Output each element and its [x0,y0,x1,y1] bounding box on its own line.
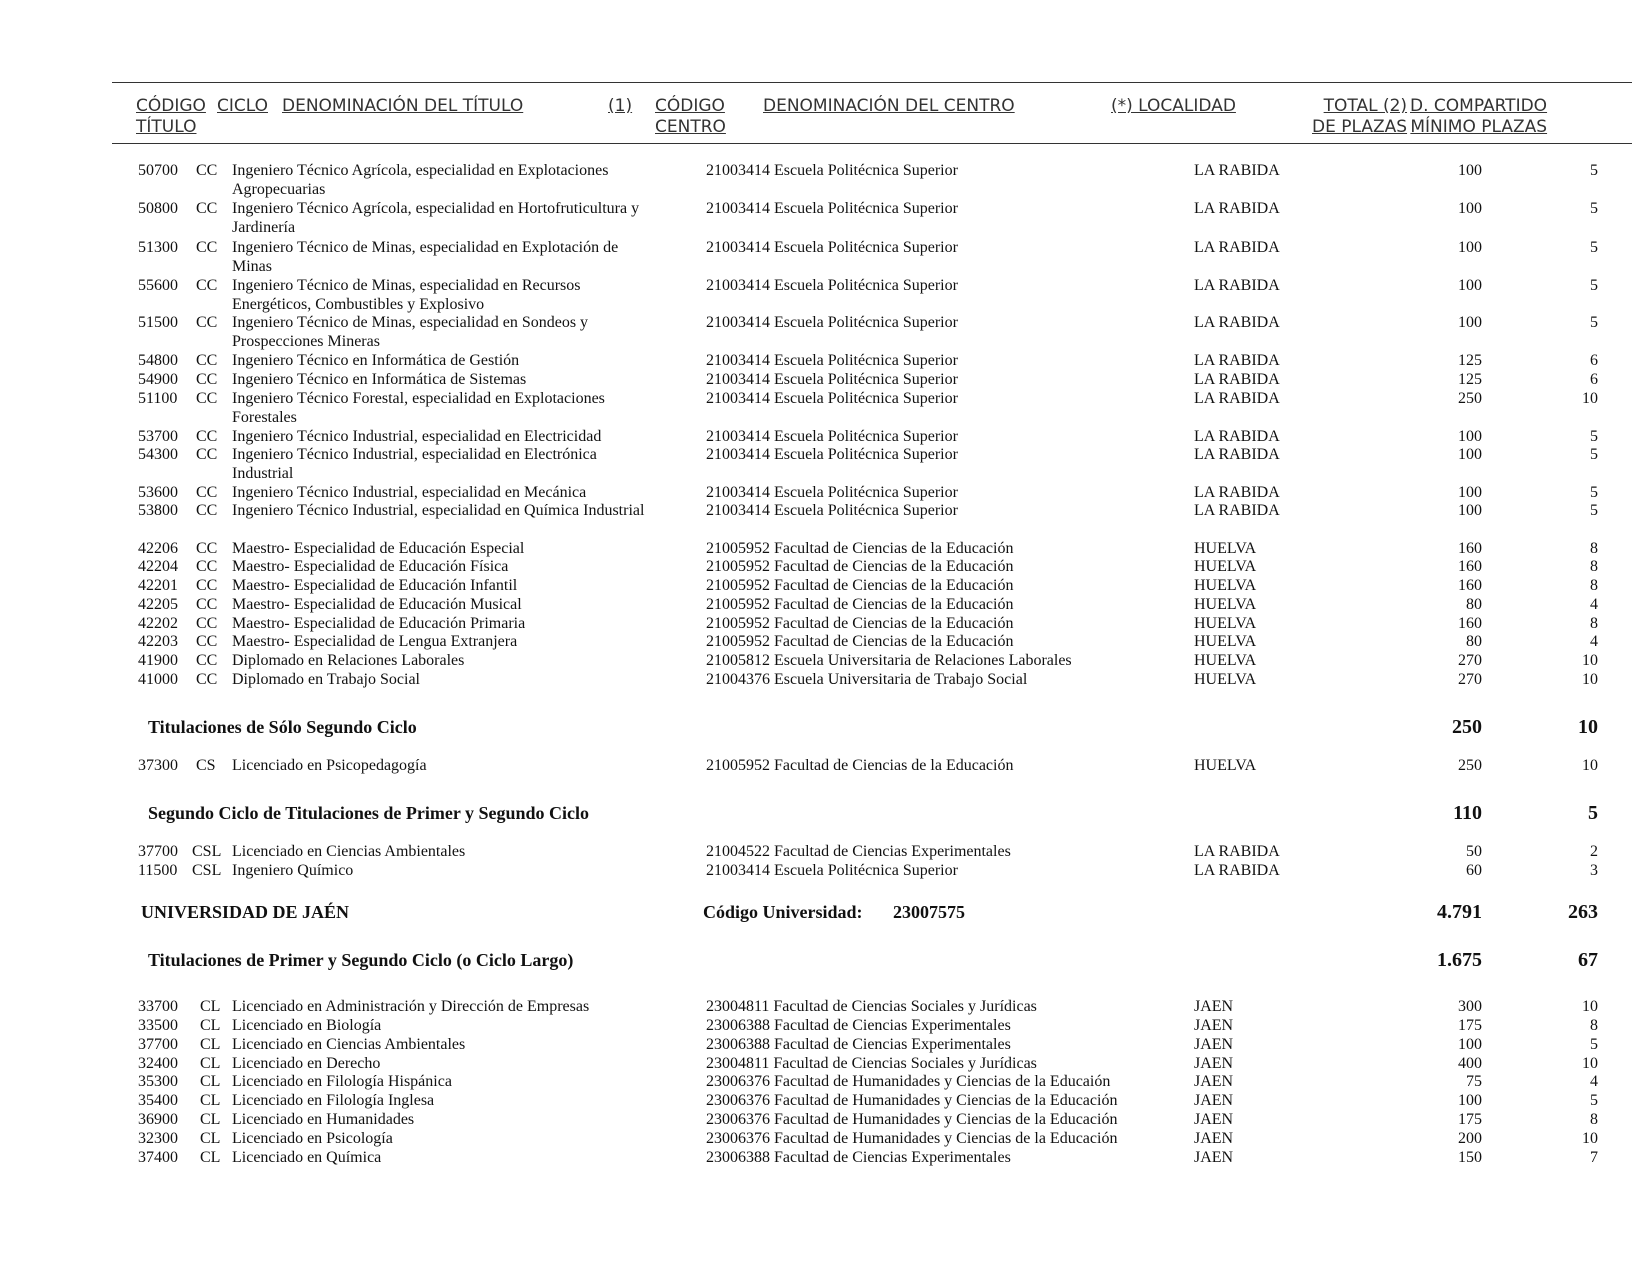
centro: 21005952 Facultad de Ciencias de la Educación [706,596,1014,613]
codigo-titulo: 42201 [138,577,178,594]
total-plazas: 100 [1458,162,1482,179]
centro: 21005812 Escuela Universitaria de Relaciones Laborales [706,652,1072,669]
total-plazas: 100 [1458,1036,1482,1053]
denominacion-titulo: Maestro- Especialidad de Educación Especial [232,540,525,557]
ciclo: CL [200,1130,221,1147]
denominacion-titulo: Licenciado en Humanidades [232,1111,415,1128]
centro: 23006388 Facultad de Ciencias Experimentales [706,1036,1011,1053]
localidad: JAEN [1194,1055,1234,1072]
codigo-titulo: 37400 [138,1149,178,1166]
ciclo: CC [196,162,218,179]
total-plazas: 125 [1458,352,1482,369]
centro: 21003414 Escuela Politécnica Superior [706,277,958,294]
total-plazas: 80 [1466,596,1482,613]
ciclo: CC [196,671,218,688]
centro: 21005952 Facultad de Ciencias de la Educación [706,540,1014,557]
codigo-titulo: 53600 [138,484,178,501]
header-rule [112,143,1632,144]
denominacion-titulo: Diplomado en Trabajo Social [232,671,420,688]
minimo-plazas: 4 [1590,596,1598,613]
minimo-plazas: 6 [1590,352,1598,369]
codigo-titulo: 41900 [138,652,178,669]
minimo-plazas: 10 [1582,998,1598,1015]
codigo-titulo: 54800 [138,352,178,369]
minimo-plazas: 7 [1590,1149,1598,1166]
minimo-plazas: 8 [1590,1111,1598,1128]
ciclo: CC [196,596,218,613]
centro: 21003414 Escuela Politécnica Superior [706,502,958,519]
denominacion-titulo: Ingeniero Técnico Agrícola, especialidad en Hortofruticultura y Jardinería [232,200,640,236]
minimo-plazas: 2 [1590,843,1598,860]
total-plazas: 175 [1458,1111,1482,1128]
centro: 21005952 Facultad de Ciencias de la Educación [706,558,1014,575]
university-name: UNIVERSIDAD DE JAÉN [141,902,350,922]
ciclo: CC [196,615,218,632]
codigo-titulo: 42206 [138,540,178,557]
denominacion-titulo: Maestro- Especialidad de Educación Infantil [232,577,518,594]
codigo-titulo: 37300 [138,757,178,774]
ciclo: CL [200,1149,221,1166]
codigo-titulo: 41000 [138,671,178,688]
section-total: 110 [1453,802,1482,824]
section-title: Titulaciones de Primer y Segundo Ciclo (o Ciclo Largo) [148,950,574,970]
centro: 21004522 Facultad de Ciencias Experimentales [706,843,1011,860]
section-title: Segundo Ciclo de Titulaciones de Primer y Segundo Ciclo [148,803,590,823]
section-total: 250 [1452,716,1482,738]
localidad: JAEN [1194,1111,1234,1128]
ciclo: CC [196,540,218,557]
ciclo: CC [196,502,218,519]
ciclo: CC [196,200,218,217]
header-codigo-centro: CÓDIGO CENTRO [655,96,726,137]
section-minimo: 5 [1588,802,1598,824]
codigo-titulo: 37700 [138,1036,178,1053]
header-compartido-minimo: D. COMPARTIDO MÍNIMO PLAZAS [1410,96,1548,137]
minimo-plazas: 5 [1590,200,1598,217]
codigo-titulo: 54900 [138,371,178,388]
codigo-titulo: 32400 [138,1055,178,1072]
total-plazas: 160 [1458,540,1482,557]
university-minimo: 263 [1568,901,1598,923]
ciclo: CC [196,652,218,669]
codigo-titulo: 55600 [138,277,178,294]
minimo-plazas: 8 [1590,615,1598,632]
codigo-titulo: 42205 [138,596,178,613]
minimo-plazas: 8 [1590,558,1598,575]
university-code-label: Código Universidad: [703,902,863,922]
centro: 23006376 Facultad de Humanidades y Ciencias de la Educaión [706,1073,1111,1090]
section-total: 1.675 [1437,949,1482,971]
centro: 21003414 Escuela Politécnica Superior [706,484,958,501]
codigo-titulo: 42202 [138,615,178,632]
centro: 21003414 Escuela Politécnica Superior [706,390,958,407]
denominacion-titulo: Licenciado en Ciencias Ambientales [232,843,466,860]
ciclo: CL [200,1073,221,1090]
localidad: JAEN [1194,1017,1234,1034]
denominacion-titulo: Licenciado en Derecho [232,1055,381,1072]
centro: 23006376 Facultad de Humanidades y Ciencias de la Educación [706,1111,1118,1128]
total-plazas: 270 [1458,671,1482,688]
ciclo: CC [196,428,218,445]
centro: 21003414 Escuela Politécnica Superior [706,446,958,463]
total-plazas: 100 [1458,484,1482,501]
total-plazas: 250 [1458,390,1482,407]
denominacion-titulo: Ingeniero Técnico de Minas, especialidad en Recursos Energéticos, Combustibles y Explosivo [232,277,581,313]
total-plazas: 100 [1458,277,1482,294]
ciclo: CL [200,1036,221,1053]
denominacion-titulo: Maestro- Especialidad de Educación Musical [232,596,522,613]
localidad: HUELVA [1194,540,1257,557]
centro: 21005952 Facultad de Ciencias de la Educación [706,757,1014,774]
minimo-plazas: 5 [1590,162,1598,179]
section-title: Titulaciones de Sólo Segundo Ciclo [148,717,417,737]
localidad: JAEN [1194,1149,1234,1166]
centro: 21003414 Escuela Politécnica Superior [706,352,958,369]
header-nota-1: (1) [608,96,633,116]
denominacion-titulo: Ingeniero Técnico Agrícola, especialidad en Explotaciones Agropecuarias [232,162,609,198]
total-plazas: 300 [1458,998,1482,1015]
localidad: LA RABIDA [1194,162,1280,179]
denominacion-titulo: Licenciado en Filología Hispánica [232,1073,452,1090]
ciclo: CC [196,352,218,369]
centro: 23004811 Facultad de Ciencias Sociales y Jurídicas [706,1055,1037,1072]
denominacion-titulo: Ingeniero Técnico Industrial, especialidad en Electricidad [232,428,602,445]
denominacion-titulo: Ingeniero Técnico Industrial, especialidad en Química Industrial [232,502,645,519]
localidad: HUELVA [1194,558,1257,575]
codigo-titulo: 42204 [138,558,178,575]
denominacion-titulo: Maestro- Especialidad de Lengua Extranjera [232,633,518,650]
localidad: JAEN [1194,1073,1234,1090]
localidad: LA RABIDA [1194,502,1280,519]
header-total-plazas: TOTAL (2) DE PLAZAS [1312,96,1408,137]
minimo-plazas: 5 [1590,1036,1598,1053]
ciclo: CC [196,371,218,388]
ciclo: CL [200,998,221,1015]
header-denominacion-centro: DENOMINACIÓN DEL CENTRO [763,96,1015,116]
centro: 21005952 Facultad de Ciencias de la Educación [706,633,1014,650]
centro: 21005952 Facultad de Ciencias de la Educación [706,615,1014,632]
minimo-plazas: 5 [1590,446,1598,463]
ciclo: CC [196,277,218,294]
minimo-plazas: 5 [1590,239,1598,256]
codigo-titulo: 50700 [138,162,178,179]
university-code: 23007575 [893,902,965,922]
ciclo: CL [200,1092,221,1109]
localidad: HUELVA [1194,633,1257,650]
centro: 23006388 Facultad de Ciencias Experimentales [706,1017,1011,1034]
minimo-plazas: 5 [1590,314,1598,331]
localidad: HUELVA [1194,596,1257,613]
centro: 21003414 Escuela Politécnica Superior [706,371,958,388]
localidad: LA RABIDA [1194,314,1280,331]
minimo-plazas: 10 [1582,1130,1598,1147]
total-plazas: 200 [1458,1130,1482,1147]
localidad: JAEN [1194,1092,1234,1109]
denominacion-titulo: Licenciado en Administración y Dirección de Empresas [232,998,590,1015]
localidad: LA RABIDA [1194,200,1280,217]
centro: 21004376 Escuela Universitaria de Trabajo Social [706,671,1028,688]
denominacion-titulo: Licenciado en Biología [232,1017,382,1034]
minimo-plazas: 4 [1590,633,1598,650]
codigo-titulo: 53800 [138,502,178,519]
minimo-plazas: 5 [1590,428,1598,445]
minimo-plazas: 10 [1582,1055,1598,1072]
codigo-titulo: 33500 [138,1017,178,1034]
header-localidad: (*) LOCALIDAD [1111,96,1236,116]
ciclo: CC [196,446,218,463]
codigo-titulo: 35400 [138,1092,178,1109]
denominacion-titulo: Ingeniero Químico [232,862,354,879]
ciclo: CC [196,484,218,501]
localidad: LA RABIDA [1194,446,1280,463]
localidad: LA RABIDA [1194,239,1280,256]
ciclo: CC [196,633,218,650]
minimo-plazas: 5 [1590,502,1598,519]
section-minimo: 67 [1578,949,1598,971]
university-total: 4.791 [1437,901,1482,923]
localidad: HUELVA [1194,652,1257,669]
total-plazas: 50 [1466,843,1482,860]
denominacion-titulo: Licenciado en Ciencias Ambientales [232,1036,466,1053]
denominacion-titulo: Licenciado en Química [232,1149,382,1166]
minimo-plazas: 10 [1582,652,1598,669]
codigo-titulo: 33700 [138,998,178,1015]
ciclo: CL [200,1111,221,1128]
localidad: JAEN [1194,1036,1234,1053]
localidad: LA RABIDA [1194,428,1280,445]
ciclo: CSL [192,862,222,879]
header-ciclo: CICLO [217,96,268,116]
denominacion-titulo: Licenciado en Psicopedagogía [232,757,427,774]
ciclo: CC [196,577,218,594]
ciclo: CC [196,390,218,407]
minimo-plazas: 8 [1590,1017,1598,1034]
denominacion-titulo: Maestro- Especialidad de Educación Física [232,558,509,575]
denominacion-titulo: Ingeniero Técnico de Minas, especialidad en Explotación de Minas [232,239,619,275]
localidad: HUELVA [1194,671,1257,688]
codigo-titulo: 36900 [138,1111,178,1128]
centro: 21003414 Escuela Politécnica Superior [706,162,958,179]
centro: 21003414 Escuela Politécnica Superior [706,862,958,879]
minimo-plazas: 8 [1590,577,1598,594]
localidad: LA RABIDA [1194,371,1280,388]
centro: 23006388 Facultad de Ciencias Experimentales [706,1149,1011,1166]
codigo-titulo: 54300 [138,446,178,463]
centro: 21003414 Escuela Politécnica Superior [706,314,958,331]
minimo-plazas: 5 [1590,1092,1598,1109]
total-plazas: 400 [1458,1055,1482,1072]
minimo-plazas: 4 [1590,1073,1598,1090]
minimo-plazas: 10 [1582,757,1598,774]
codigo-titulo: 37700 [138,843,178,860]
localidad: JAEN [1194,1130,1234,1147]
centro: 21003414 Escuela Politécnica Superior [706,239,958,256]
codigo-titulo: 32300 [138,1130,178,1147]
codigo-titulo: 51300 [138,239,178,256]
codigo-titulo: 35300 [138,1073,178,1090]
centro: 21005952 Facultad de Ciencias de la Educación [706,577,1014,594]
denominacion-titulo: Licenciado en Filología Inglesa [232,1092,435,1109]
top-rule [112,82,1632,83]
minimo-plazas: 8 [1590,540,1598,557]
denominacion-titulo: Ingeniero Técnico Forestal, especialidad en Explotaciones Forestales [232,390,605,426]
centro: 23006376 Facultad de Humanidades y Ciencias de la Educación [706,1130,1118,1147]
localidad: JAEN [1194,998,1234,1015]
total-plazas: 100 [1458,446,1482,463]
minimo-plazas: 5 [1590,484,1598,501]
ciclo: CL [200,1055,221,1072]
total-plazas: 100 [1458,428,1482,445]
minimo-plazas: 10 [1582,671,1598,688]
minimo-plazas: 6 [1590,371,1598,388]
total-plazas: 80 [1466,633,1482,650]
denominacion-titulo: Ingeniero Técnico Industrial, especialidad en Mecánica [232,484,587,501]
localidad: HUELVA [1194,577,1257,594]
denominacion-titulo: Diplomado en Relaciones Laborales [232,652,465,669]
localidad: LA RABIDA [1194,277,1280,294]
ciclo: CC [196,314,218,331]
ciclo: CL [200,1017,221,1034]
total-plazas: 250 [1458,757,1482,774]
localidad: HUELVA [1194,615,1257,632]
denominacion-titulo: Ingeniero Técnico Industrial, especialidad en Electrónica Industrial [232,446,597,482]
total-plazas: 100 [1458,1092,1482,1109]
minimo-plazas: 10 [1582,390,1598,407]
codigo-titulo: 53700 [138,428,178,445]
codigo-titulo: 51100 [138,390,178,407]
total-plazas: 100 [1458,314,1482,331]
denominacion-titulo: Ingeniero Técnico en Informática de Sistemas [232,371,527,388]
localidad: LA RABIDA [1194,862,1280,879]
ciclo: CC [196,558,218,575]
denominacion-titulo: Licenciado en Psicología [232,1130,393,1147]
localidad: LA RABIDA [1194,390,1280,407]
localidad: LA RABIDA [1194,352,1280,369]
localidad: HUELVA [1194,757,1257,774]
total-plazas: 125 [1458,371,1482,388]
ciclo: CS [196,757,216,774]
minimo-plazas: 3 [1590,862,1598,879]
localidad: LA RABIDA [1194,484,1280,501]
section-minimo: 10 [1578,716,1598,738]
total-plazas: 160 [1458,615,1482,632]
total-plazas: 160 [1458,558,1482,575]
centro: 21003414 Escuela Politécnica Superior [706,428,958,445]
centro: 21003414 Escuela Politécnica Superior [706,200,958,217]
centro: 23006376 Facultad de Humanidades y Ciencias de la Educación [706,1092,1118,1109]
header-denominacion-titulo: DENOMINACIÓN DEL TÍTULO [282,96,524,116]
codigo-titulo: 50800 [138,200,178,217]
denominacion-titulo: Ingeniero Técnico de Minas, especialidad en Sondeos y Prospecciones Mineras [232,314,589,350]
denominacion-titulo: Ingeniero Técnico en Informática de Gestión [232,352,520,369]
total-plazas: 60 [1466,862,1482,879]
centro: 23004811 Facultad de Ciencias Sociales y Jurídicas [706,998,1037,1015]
codigo-titulo: 51500 [138,314,178,331]
total-plazas: 100 [1458,239,1482,256]
denominacion-titulo: Maestro- Especialidad de Educación Primaria [232,615,526,632]
total-plazas: 100 [1458,200,1482,217]
total-plazas: 100 [1458,502,1482,519]
total-plazas: 75 [1466,1073,1482,1090]
total-plazas: 160 [1458,577,1482,594]
localidad: LA RABIDA [1194,843,1280,860]
ciclo: CC [196,239,218,256]
codigo-titulo: 11500 [138,862,178,879]
header-codigo-titulo: CÓDIGO TÍTULO [136,96,206,137]
total-plazas: 175 [1458,1017,1482,1034]
total-plazas: 150 [1458,1149,1482,1166]
codigo-titulo: 42203 [138,633,178,650]
ciclo: CSL [192,843,222,860]
total-plazas: 270 [1458,652,1482,669]
minimo-plazas: 5 [1590,277,1598,294]
